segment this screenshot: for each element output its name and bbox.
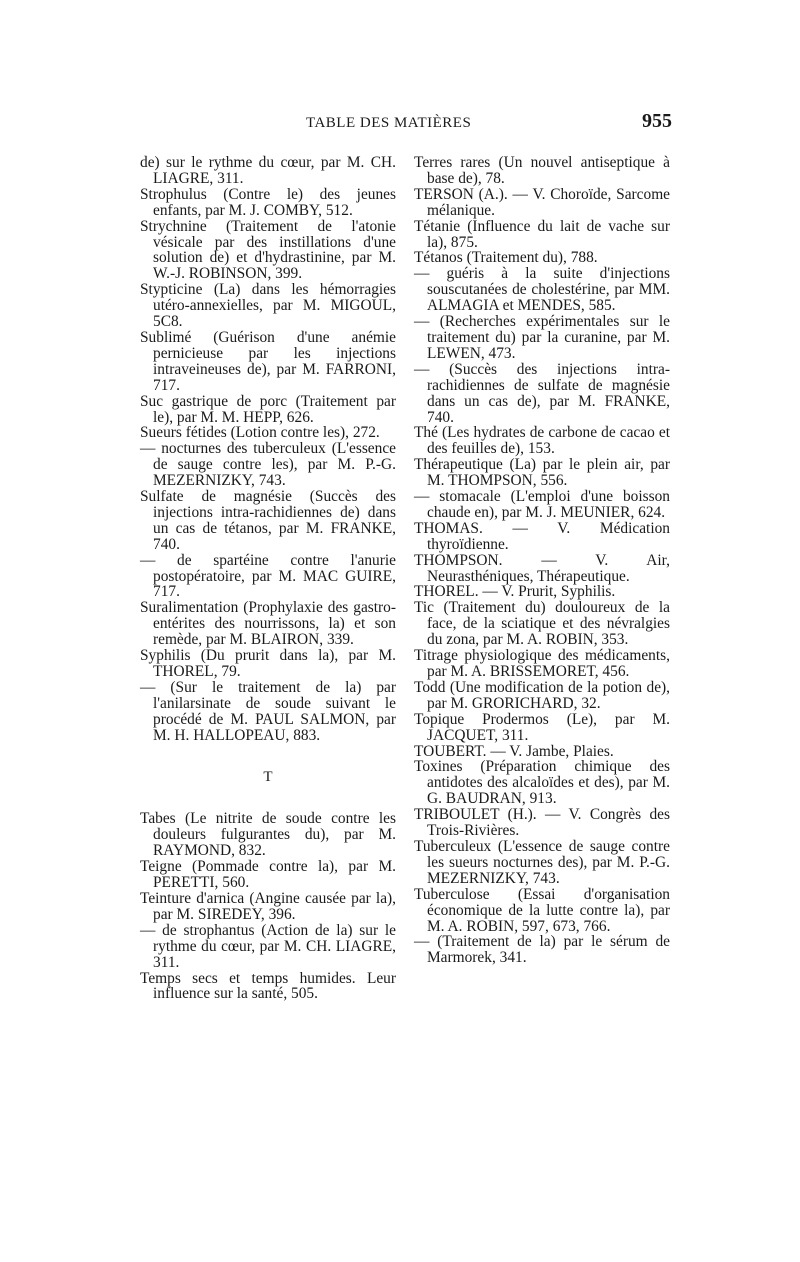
index-entry: Sueurs fétides (Lotion contre les), 272. (140, 424, 380, 442)
index-entry: Teinture d'arnica (Angine causée par la), par M. SIREDEY, 396. (140, 889, 396, 923)
index-entry: Thé (Les hydrates de carbone de cacao et des feuilles de), 153. (414, 424, 670, 458)
index-entry: Suc gastrique de porc (Traitement par le), par M. M. HEPP, 626. (140, 392, 396, 426)
index-entry: de) sur le rythme du cœur, par M. CH. LIAGRE, 311. (140, 154, 396, 187)
index-entry: Tétanie (Influence du lait de vache sur la), 875. (414, 217, 670, 251)
index-entry: Teigne (Pommade contre la), par M. PERETTI, 560. (140, 858, 396, 892)
page-number: 955 (642, 110, 672, 132)
index-entry: — stomacale (L'emploi d'une boisson chaude en), par M. J. MEUNIER, 624. (414, 488, 670, 521)
index-entry: Syphilis (Du prurit dans la), par M. THOREL, 79. (140, 647, 396, 680)
index-entry: Todd (Une modification de la potion de), par M. GRORICHARD, 32. (414, 678, 670, 712)
index-entry: Temps secs et temps humides. Leur influence sur la santé, 505. (140, 969, 396, 1003)
index-entry: — (Succès des injections intra-rachidiennes de sulfate de magnésie dans un cas de), par M. FRANKE, 740. (414, 360, 670, 426)
index-entry: Tabes (Le nitrite de soude contre les douleurs fulgurantes du), par M. RAYMOND, 832. (140, 810, 396, 860)
index-entry: — de strophantus (Action de la) sur le rythme du cœur, par M. CH. LIAGRE, 311. (140, 921, 396, 971)
index-entry: Stypticine (La) dans les hémorragies utéro-annexielles, par M. MIGOUL, 5C8. (140, 281, 396, 331)
index-entry: Tic (Traitement du) douloureux de la face, de la sciatique et des névralgies du zona, par M. A. ROBIN, 353. (414, 599, 670, 649)
index-entry: THOMAS. — V. Médication thyroïdienne. (414, 519, 670, 553)
index-entry: — (Sur le traitement de la) par l'anilarsinate de soude suivant le procédé de M. PAUL SALMON, par M. H. HALLOPEAU, 883. (140, 678, 396, 744)
section-letter: T (263, 768, 273, 785)
index-entry: Toxines (Préparation chimique des antidotes des alcaloïdes et des), par M. G. BAUDRAN, 913. (414, 758, 670, 808)
index-entry: Terres rares (Un nouvel antiseptique à base de), 78. (414, 154, 670, 187)
page-title: TABLE DES MATIÈRES (306, 115, 472, 131)
index-entry: THOMPSON. — V. Air, Neurasthéniques, Thérapeutique. (414, 551, 670, 585)
index-entry: Tuberculose (Essai d'organisation économique de la lutte contre la), par M. A. ROBIN, 597, 673, 766. (414, 885, 670, 935)
right-column (414, 155, 670, 966)
index-entry: THOREL. — V. Prurit, Syphilis. (414, 583, 616, 601)
index-entry: TERSON (A.). — V. Choroïde, Sarcome mélanique. (414, 185, 670, 219)
page-header (140, 110, 672, 139)
left-column (140, 155, 396, 1002)
index-entry: Tétanos (Traitement du), 788. (414, 249, 598, 267)
index-entry: Sulfate de magnésie (Succès des injections intra-rachidiennes de) dans un cas de tétanos, par M. FRANKE, 740. (140, 488, 396, 553)
index-entry: Strychnine (Traitement de l'atonie vésicale par des instillations d'une solution de) et d'hydrastinine, par M. W.-J. ROBINSON, 399. (140, 217, 396, 283)
left-entries-before (140, 155, 396, 744)
index-entry: — (Recherches expérimentales sur le traitement du) par la curanine, par M. LEWEN, 473. (414, 313, 670, 362)
index-entry: Thérapeutique (La) par le plein air, par M. THOMPSON, 556. (414, 456, 670, 490)
index-entry: Titrage physiologique des médicaments, par M. A. BRISSEMORET, 456. (414, 647, 670, 680)
index-entry: Strophulus (Contre le) des jeunes enfants, par M. J. COMBY, 512. (140, 185, 396, 219)
index-entry: — (Traitement de la) par le sérum de Marmorek, 341. (414, 933, 670, 967)
left-entries-after (140, 811, 396, 1002)
index-entry: Tuberculeux (L'essence de sauge contre les sueurs nocturnes des), par M. P.-G. MEZERNIZKY, 743. (414, 837, 670, 887)
index-entry: Sublimé (Guérison d'une anémie pernicieuse par les injections intraveineuses de), par M. FARRONI, 717. (140, 328, 396, 394)
index-entry: — nocturnes des tuberculeux (L'essence de sauge contre les), par M. P.-G. MEZERNIZKY, 743. (140, 440, 396, 490)
index-entry: — guéris à la suite d'injections souscutanées de cholestérine, par MM. ALMAGIA et MENDES, 585. (414, 265, 670, 315)
index-entry: Topique Prodermos (Le), par M. JACQUET, 311. (414, 710, 670, 744)
index-entry: TRIBOULET (H.). — V. Congrès des Trois-Rivières. (414, 806, 670, 840)
index-entry: TOUBERT. — V. Jambe, Plaies. (414, 742, 614, 760)
index-entry: — de spartéine contre l'anurie postopératoire, par M. MAC GUIRE, 717. (140, 551, 396, 601)
index-entry: Suralimentation (Prophylaxie des gastro-entérites des nourrissons, la) et son remède, par M. BLAIRON, 339. (140, 599, 396, 649)
